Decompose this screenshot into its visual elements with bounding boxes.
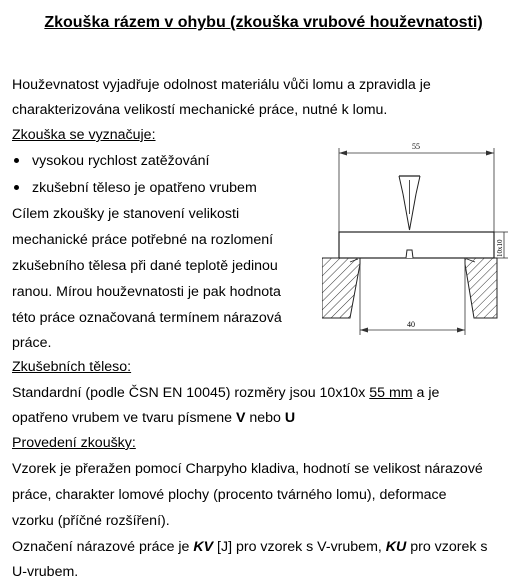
specimen-text-d: nebo [245, 410, 285, 426]
feature-item-1: vysokou rychlost zatěžování [32, 153, 210, 169]
bullet-dot [14, 158, 19, 163]
specimen-line-1 [12, 384, 439, 402]
length-label: 55 [412, 142, 420, 151]
procedure-line-3: vzorku (příčné rozšíření). [12, 513, 170, 529]
specimen-dimension: 55 mm [369, 385, 413, 401]
charpy-specimen-diagram [322, 140, 512, 340]
kv-symbol: KV [193, 539, 214, 555]
intro-line-1: Houževnatost vyjadřuje odolnost materiálu vůči lomu a zpravidla je [12, 77, 431, 93]
procedure-line-2: práce, charakter lomové plochy (procento tvárného lomu), deformace [12, 487, 447, 503]
notation-line-1 [12, 538, 488, 556]
notation-text-c: pro vzorek s [406, 539, 488, 555]
specimen-text-c: opatřeno vrubem ve tvaru písmene [12, 410, 236, 426]
procedure-heading: Provedení zkoušky: [12, 435, 136, 451]
specimen-text-b: a je [412, 385, 440, 401]
page-title: Zkouška rázem v ohybu (zkouška vrubové houževnatosti) [44, 14, 483, 31]
ku-symbol: KU [385, 539, 407, 555]
notch-u-letter: U [284, 410, 296, 426]
notation-line-2: U-vrubem. [12, 564, 79, 580]
purpose-line-2: mechanické práce potřebné na rozlomení [12, 232, 274, 248]
right-support [465, 258, 497, 318]
feature-item-2: zkušební těleso je opatřeno vrubem [32, 180, 257, 196]
bullet-dot [14, 185, 19, 190]
intro-line-2: charakterizována velikostí mechanické práce, nutné k lomu. [12, 102, 388, 118]
striker [399, 176, 420, 230]
purpose-line-1: Cílem zkoušky je stanovení velikosti [12, 206, 240, 222]
notation-text-b: [J] pro vzorek s V-vrubem, [213, 539, 386, 555]
specimen-text-a: Standardní (podle ČSN EN 10045) rozměry jsou 10x10x [12, 385, 370, 401]
specimen-line-2 [12, 409, 295, 427]
purpose-line-5: této práce označovaná termínem nárazová [12, 310, 282, 326]
purpose-line-3: zkušebního tělesa při dané teplotě jedinou [12, 258, 278, 274]
purpose-line-4: ranou. Mírou houževnatosti je pak hodnota [12, 284, 281, 300]
procedure-line-1: Vzorek je přeražen pomocí Charpyho kladiva, hodnotí se velikost nárazové [12, 461, 483, 477]
height-label: 10x10 [496, 239, 504, 257]
notch-v-letter: V [235, 410, 246, 426]
features-heading: Zkouška se vyznačuje: [12, 127, 156, 143]
notation-text-a: Označení nárazové práce je [12, 539, 194, 555]
specimen-bar [339, 232, 494, 258]
left-support [322, 258, 360, 318]
specimen-heading: Zkušebních těleso: [12, 359, 132, 375]
purpose-line-6: práce. [12, 335, 52, 351]
span-label: 40 [407, 320, 415, 329]
